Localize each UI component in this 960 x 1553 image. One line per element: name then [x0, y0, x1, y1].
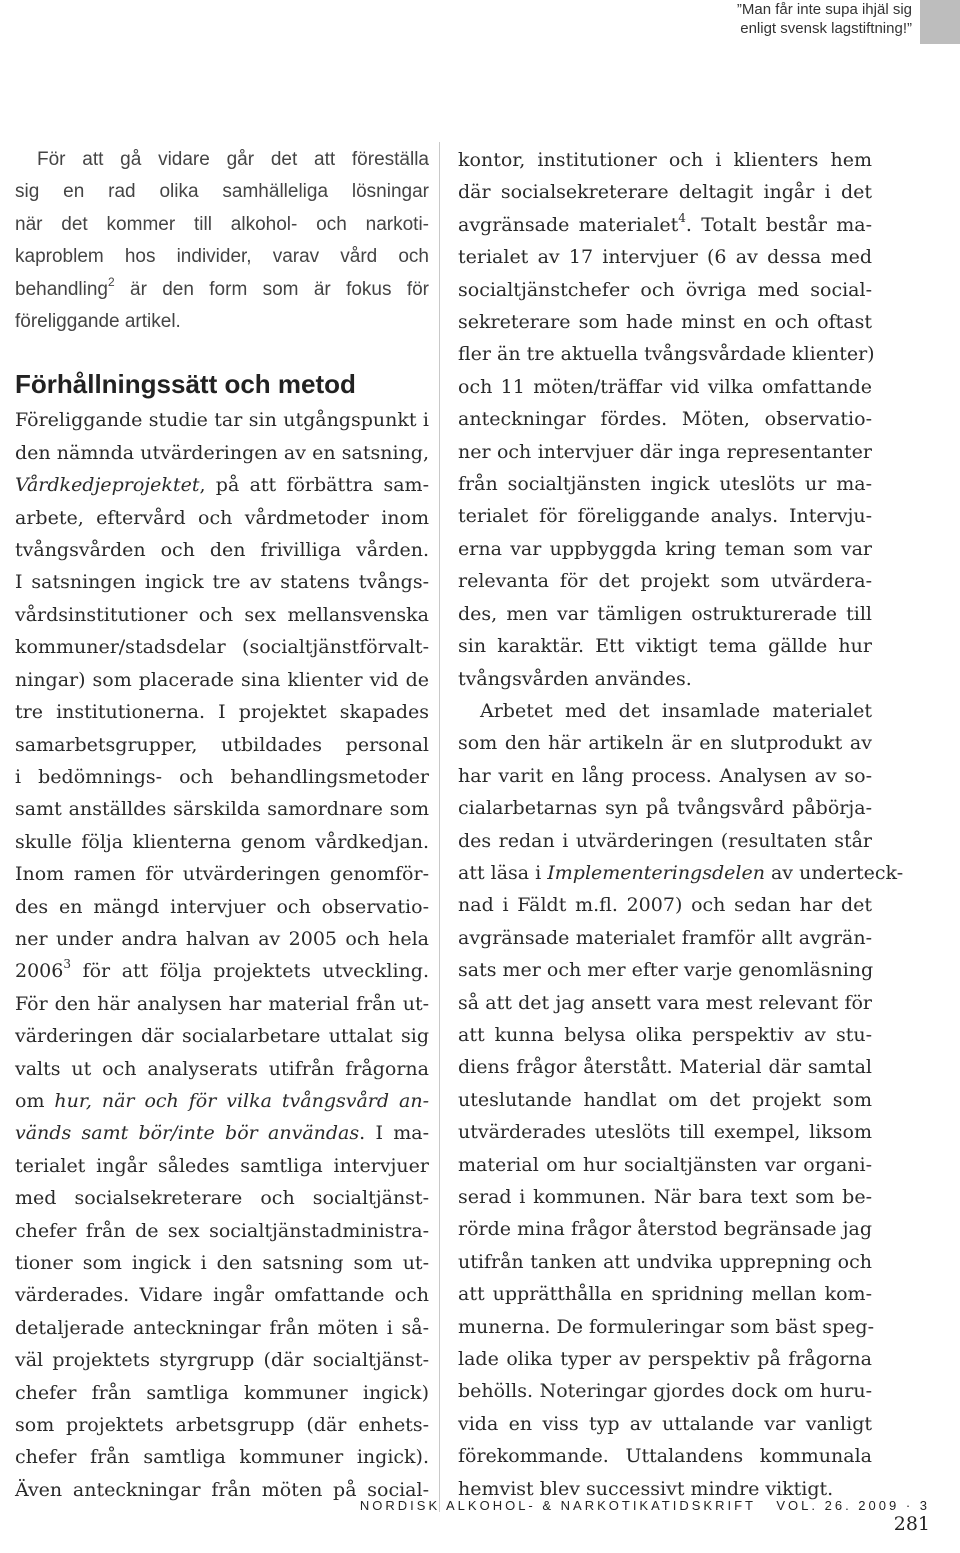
column-divider — [439, 142, 440, 1512]
journal-volume: VOL. 26. 2009 · 3 — [776, 1498, 930, 1513]
method-paragraph-continued: kontor, institutioner och i klienters hem där socialsekreterare deltagit ingår i det avgränsade materialet$^4$. Totalt består ma- terialet av 17 intervjuer (6 av dessa med socialtjänstchefer och övriga med social- sekreterare som hade minst en och oftast fler än tre aktuella tvångsvårdade klienter) och 11 möten/träffar vid vilka omfattande anteckningar fördes. Möten, observatio- ner och intervjuer där inga representanter från socialtjänsten ingick uteslöts ur ma- terialet för föreliggande analys. Intervju- erna var uppbyggda kring teman som var relevanta för det projekt som utvärdera- des, men var tämligen ostrukturerade till sin karaktär. Ett viktigt tema gällde hur tvångsvården användes. — [458, 149, 875, 690]
page-number: 281 — [893, 1513, 930, 1535]
right-column — [458, 144, 904, 1505]
method-paragraph: Föreliggande studie tar sin utgångspunkt i den nämnda utvärderingen av en satsning, Vårdkedjeprojektet, på att förbättra sam- arbete, eftervård och vårdmetoder inom tvångsvården och den frivilliga vården. I satsningen ingick tre av statens tvångs- vårdsinstitutioner och sex mellansvenska kommuner/stadsdelar (socialtjänstförvalt- ningar) som placerade sina klienter vid de tre institutionerna. I projektet skapades samarbetsgrupper, utbildades personal i bedömnings- och behandlingsmetoder samt anställdes särskilda samordnare som skulle följa klienterna genom vårdkedjan. Inom ramen för utvärderingen genomför- des en mängd intervjuer och observatio- ner under andra halvan av 2005 och hela 2006$^3$ för att följa projektets utveckling. För den här analysen har material från ut- värderingen där socialarbetare uttalat sig valts ut och analyserats utifrån frågorna om hur, när och för vilka tvångsvård an- vänds samt bör/inte bör användas. I ma- terialet ingår således samtliga intervjuer med socialsekreterare och socialtjänst- chefer från de sex socialtjänstadministra- tioner som ingick i den satsning som ut- värderades. Vidare ingår omfattande och detaljerade anteckningar från möten i så- väl projektets styrgrupp (där socialtjänst- chefer från samtliga kommuner ingick) som projektets arbetsgrupp (där enhets- chefer från samtliga kommuner ingick). Även anteckningar från möten på social- — [15, 409, 429, 1501]
footnote-4: 4 — [678, 210, 686, 225]
intro-paragraph: För att gå vidare går det att föreställa sig en rad olika samhälleliga lösningar när det kommer till alkohol- och narkoti- kaproblem hos individer, varav vård och behandling$^2$ är den form som är fokus för föreliggande artikel. — [15, 149, 429, 333]
header-quote-line-2: enligt svensk lagstiftning!” — [740, 20, 912, 37]
project-name: Vårdkedjeprojektet — [15, 474, 200, 497]
page-edge-tab — [920, 0, 960, 44]
implementation-ref: Implementeringsdelen — [547, 861, 765, 884]
analysis-paragraph: Arbetet med det insamlade materialet som den här artikeln är en slutprodukt av har varit en lång process. Analysen av so- cialarbetarnas syn på tvångsvård påbörja- des redan i utvärderingen (resultaten står att läsa i Implementeringsdelen av underteck- nad i Fäldt m.fl. 2007) och sedan har det avgränsade materialet framför allt avgrän- sats mer och mer efter varje genomläsning så att det jag ansett vara mest relevant för att kunna belysa olika perspektiv av stu- diens frågor återstått. Material där samtal uteslutande handlat om det projekt som utvärderades uteslöts till exempel, liksom material om hur socialtjänsten var organi- serad i kommunen. När bara text som be- rörde mina frågor återstod begränsade jag utifrån tanken att undvika upprepning och att upprätthålla en spridning mellan kom- munerna. De formuleringar som bäst speg- lade olika typer av perspektiv på frågorna behölls. Noteringar gjordes dock om huru- vida en viss typ av uttalande var vanligt förekommande. Uttalandens kommunala hemvist blev successivt mindre viktigt. — [458, 699, 904, 1500]
footnote-3: 3 — [63, 957, 71, 972]
journal-name: NORDISK ALKOHOL- & NARKOTIKATIDSKRIFT — [359, 1498, 756, 1513]
header-quote-line-1: ”Man får inte supa ihjäl sig — [736, 1, 912, 18]
footnote-2: 2 — [107, 274, 115, 289]
page-footer — [300, 1498, 930, 1535]
left-column — [15, 144, 429, 1506]
section-heading: Förhållningssätt och metod — [15, 369, 356, 400]
running-header-quote — [640, 0, 912, 38]
